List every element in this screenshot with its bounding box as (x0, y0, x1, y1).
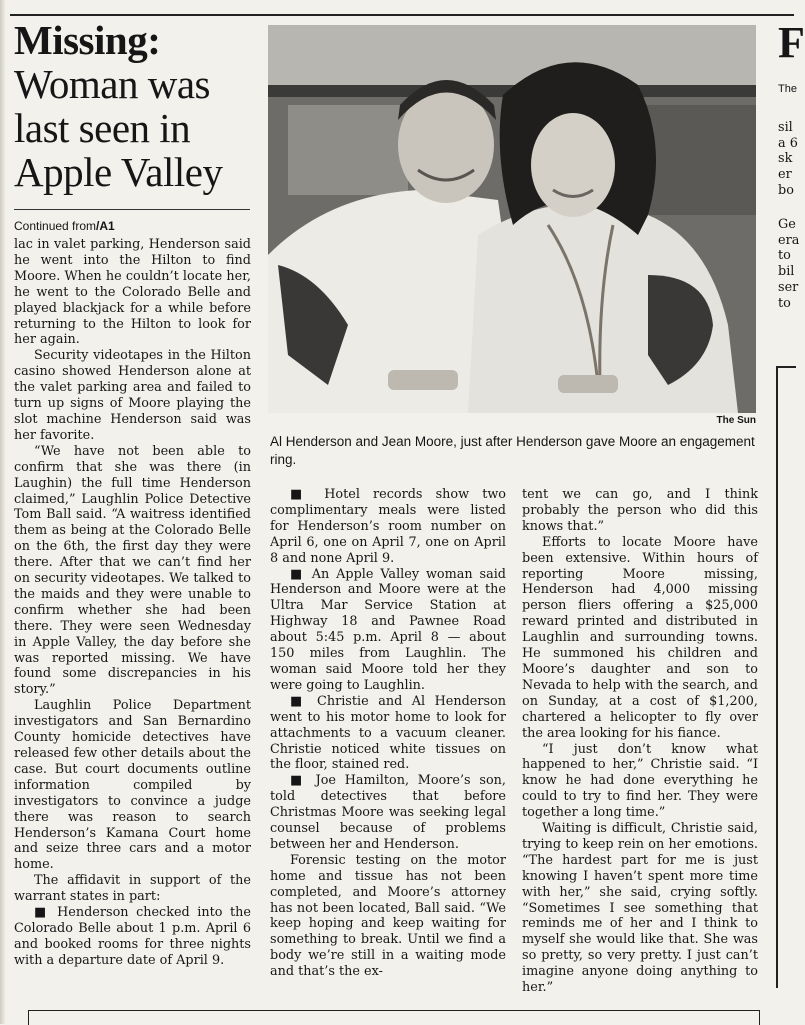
adjacent-line: Ge (778, 216, 796, 232)
article-column-1 (14, 237, 251, 969)
adjacent-line: er (778, 167, 792, 183)
paragraph: ■ Joe Hamilton, Moore’s son, told detectives that before Christmas Moore was seeking legal counsel because of problems between her and Henderson. (270, 773, 506, 852)
continued-label: Continued from (14, 219, 97, 233)
photo-credit: The Sun (716, 415, 756, 426)
adjacent-line: bil (778, 264, 795, 280)
adjacent-line: ser (778, 279, 799, 295)
headline-rule (14, 209, 250, 210)
paragraph: tent we can go, and I think probably the person who did this knows that.” (522, 487, 758, 534)
article-column-2 (270, 487, 506, 980)
headline-kicker: Missing: (14, 17, 161, 63)
photo-illustration (268, 25, 756, 413)
paragraph: Laughlin Police Department investigators and San Bernardino County homicide detectives have released few other details about the case. But court documents outline information compiled by investigators to convince a judge there was reason to search Henderson’s Kamana Court home and seize three cars and a motor home. (14, 698, 251, 873)
adjacent-line: sil (778, 119, 793, 135)
paragraph: Waiting is difficult, Christie said, trying to keep rein on her emotions. “The hardest part for me is just knowing I haven’t spent more time with her,” she said, crying softly. “Sometimes I see something that reminds me of her and I think to myself she would like that. She was so pretty, so very pretty. I just can’t imagine anyone doing anything to her.” (522, 821, 758, 996)
paragraph: “I just don’t know what happened to her,” Christie said. “I know he had done everything he could to try to find her. They were together a long time.” (522, 741, 758, 821)
adjacent-headline: F (778, 18, 805, 67)
headline (14, 18, 254, 194)
paragraph: Forensic testing on the motor home and tissue has not been completed, and Moore’s attorney has not been located, Ball said. “We keep hoping and keep waiting for something to break. Until we find a body we’re still in a waiting mode and that’s the ex- (270, 852, 506, 980)
top-rule (10, 14, 794, 16)
headline-line: Apple Valley (14, 149, 223, 195)
continued-page: /A1 (96, 219, 115, 233)
adjacent-line: to (778, 248, 791, 264)
paragraph: Security videotapes in the Hilton casino showed Henderson alone at the valet parking area and failed to turn up signs of Moore playing the slot machine Henderson said was her favorite. (14, 348, 251, 443)
adjacent-article-fragment (768, 18, 805, 378)
adjacent-deck: The (778, 83, 797, 95)
paragraph: “We have not been able to confirm that she was there (in Laughin) the full time Henderson claimed,” Laughlin Police Detective Tom Ball said. “A waitress identified them as being at the Colorado Belle on the 6th, the first day they were there. After that we can’t find her on security videotapes. We talked to the maids and they were unable to confirm whether she had been there. They were seen Wednesday in Apple Valley, the day before she was reported missing. We have found some discrepancies in his story.” (14, 443, 251, 698)
continued-from (14, 219, 115, 233)
article-column-3 (522, 487, 758, 996)
photo-caption: Al Henderson and Jean Moore, just after Henderson gave Moore an engagement ring. (270, 434, 755, 467)
adjacent-line: bo (778, 182, 794, 198)
paragraph: Efforts to locate Moore have been extensive. Within hours of reporting Moore missing, Henderson had 4,000 missing person fliers offering a $25,000 reward printed and distributed in Laughlin and surrounding towns. He summoned his children and Moore’s daughter and son to Nevada to help with the search, and on Sunday, at a cost of $1,200, chartered a helicopter to fly over the area looking for his fiance. (522, 534, 758, 741)
paragraph: ■ An Apple Valley woman said Henderson and Moore were at the Ultra Mar Service Station at Highway 18 and Pawnee Road about 5:45 p.m. April 8 — about 150 miles from Laughlin. The woman said Moore told her they were going to Laughlin. (270, 566, 506, 693)
news-photo (268, 25, 756, 413)
bottom-box-border (28, 1010, 760, 1025)
paragraph: lac in valet parking, Henderson said he went into the Hilton to find Moore. When he couldn’t locate her, he went to the Colorado Belle and played blackjack for a while before returning to the Hilton to look for her again. (14, 237, 251, 348)
paragraph: ■ Christie and Al Henderson went to his motor home to look for attachments to a vacuum cleaner. Christie noticed white tissues on the floor, stained red. (270, 693, 506, 773)
headline-line: Woman was (14, 61, 211, 107)
adjacent-line: era (778, 232, 800, 248)
headline-line: last seen in (14, 105, 191, 151)
paragraph: ■ Hotel records show two complimentary meals were listed for Henderson’s room number on April 6, one on April 7, one on April 8 and none April 9. (270, 487, 506, 566)
paragraph: ■ Henderson checked into the Colorado Belle about 1 p.m. April 6 and booked rooms for three nights with a departure date of April 9. (14, 905, 251, 968)
paragraph: The affidavit in support of the warrant states in part: (14, 873, 251, 905)
adjacent-line: to (778, 295, 791, 311)
page-fold-shadow (0, 0, 6, 1024)
adjacent-box-border (776, 366, 796, 988)
adjacent-line: sk (778, 151, 793, 167)
adjacent-line: a 6 (778, 135, 798, 151)
